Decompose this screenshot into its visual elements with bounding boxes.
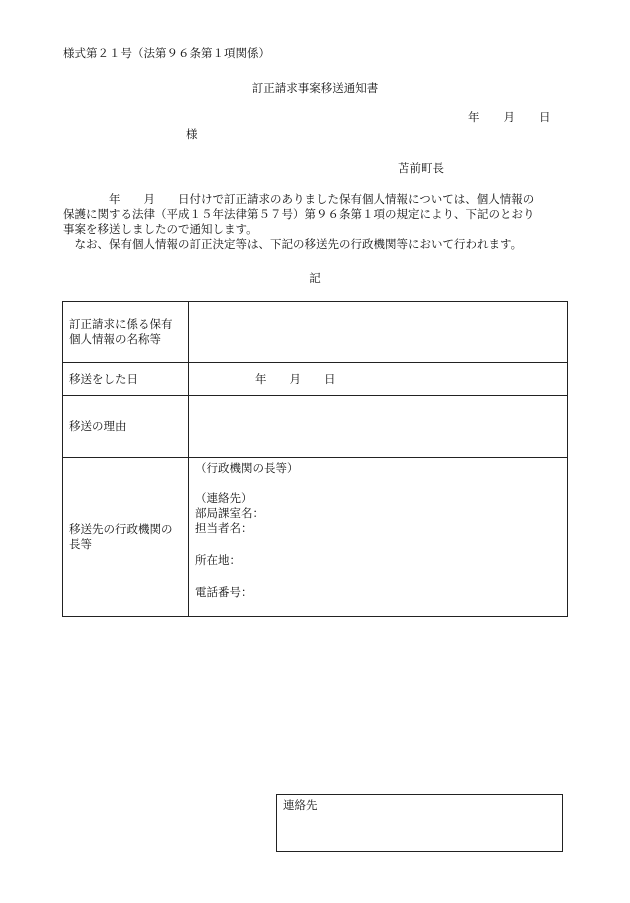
- date-month: 月: [503, 110, 515, 124]
- date-year: 年: [468, 110, 480, 124]
- body-paragraph-2: なお、保有個人情報の訂正決定等は、下記の移送先の行政機関等において行われます。: [63, 236, 523, 251]
- body-line-2: 保護に関する法律（平成１５年法律第５７号）第９６条第１項の規定により、下記のとおり: [63, 206, 535, 221]
- person-in-charge-label: 担当者名：: [195, 520, 253, 535]
- cell-value-destination[interactable]: [189, 458, 568, 617]
- table-row: [63, 363, 568, 396]
- note-mark: 記: [309, 271, 321, 285]
- body-line-1: 年 月 日付けで訂正請求のありました保有個人情報については、個人情報の: [63, 192, 535, 206]
- phone-label: 電話番号：: [195, 584, 253, 599]
- address-label: 所在地：: [195, 552, 241, 567]
- label-line: 移送先の行政機関の: [69, 522, 173, 537]
- cell-value-reason[interactable]: [189, 396, 568, 458]
- cell-value-name[interactable]: [189, 302, 568, 363]
- department-label: 部局課室名：: [195, 505, 264, 520]
- addressee: 様: [186, 127, 198, 141]
- contact-heading: （連絡先）: [195, 490, 253, 505]
- transfer-date: 年 月 日: [255, 371, 336, 386]
- form-number: 様式第２１号（法第９６条第１項関係）: [63, 46, 270, 60]
- head-of-agency-label: （行政機関の長等）: [195, 461, 299, 475]
- body-text: [63, 192, 569, 252]
- label-line: 長等: [69, 537, 92, 551]
- table-row: [63, 302, 568, 363]
- info-table: [62, 301, 568, 617]
- label-line: 訂正請求に係る保有: [69, 317, 173, 332]
- date-day: 日: [539, 110, 551, 124]
- contact-box: [276, 794, 563, 852]
- table-row: [63, 458, 568, 617]
- cell-label-reason: 移送の理由: [63, 396, 189, 458]
- cell-label-name: [63, 302, 189, 363]
- body-line-3: 事案を移送しましたので通知します。: [63, 221, 258, 236]
- document-title: 訂正請求事案移送通知書: [251, 81, 379, 95]
- table-row: [63, 396, 568, 458]
- cell-label-transfer-date: 移送をした日: [63, 363, 189, 396]
- cell-value-transfer-date[interactable]: [189, 363, 568, 396]
- label-line: 個人情報の名称等: [69, 332, 161, 346]
- cell-label-destination: [63, 458, 189, 617]
- contact-label: 連絡先: [283, 798, 318, 812]
- sender: 苫前町長: [398, 161, 444, 175]
- issue-date: [468, 110, 551, 125]
